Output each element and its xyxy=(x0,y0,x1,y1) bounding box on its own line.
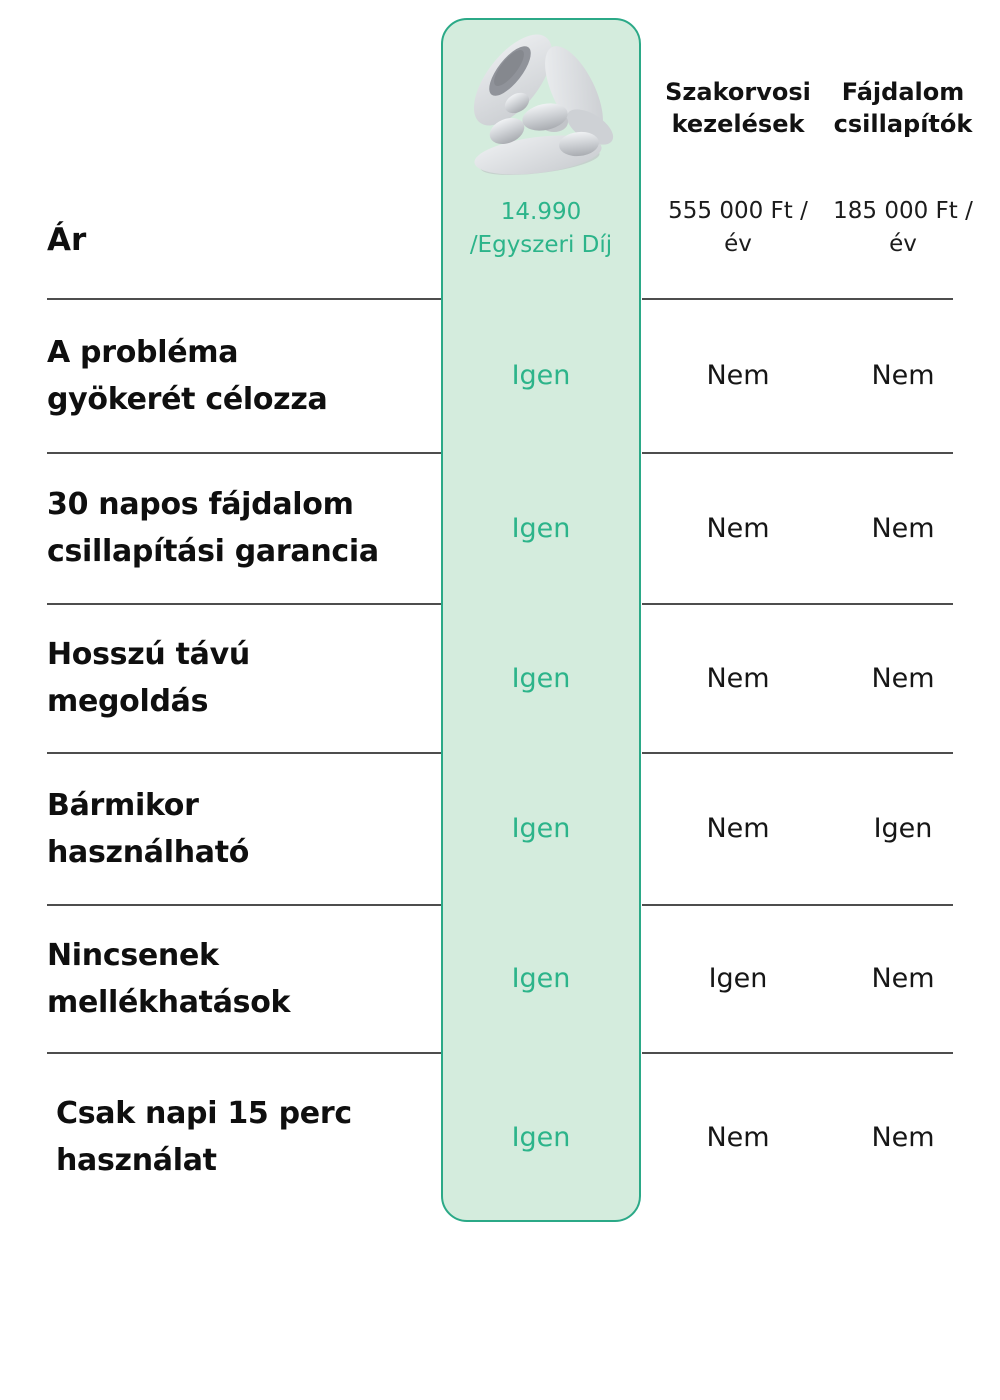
feature-label: Hosszú távú megoldás xyxy=(47,637,250,719)
product-price-amount: 14.990 xyxy=(500,199,582,225)
feature-label: Nincsenek mellékhatások xyxy=(47,937,291,1020)
product-value: Igen xyxy=(511,360,571,391)
product-value: Igen xyxy=(511,1121,571,1153)
specialist-value: Nem xyxy=(706,512,770,544)
painkillers-value: Igen xyxy=(873,813,933,844)
specialist-value: Igen xyxy=(708,963,768,994)
specialist-value: Nem xyxy=(706,662,770,694)
product-value: Igen xyxy=(511,963,571,994)
painkillers-value: Nem xyxy=(871,963,935,994)
feature-label: Csak napi 15 perc használat xyxy=(56,1096,352,1178)
feature-label: A probléma gyökerét célozza xyxy=(47,334,328,417)
neck-massager-product-image xyxy=(466,24,616,189)
painkillers-value: Nem xyxy=(871,1121,935,1153)
specialist-value: Nem xyxy=(706,813,770,844)
specialist-value: Nem xyxy=(706,1121,770,1153)
painkillers-value: Nem xyxy=(871,360,935,391)
column-header-specialist: Szakorvosi kezelések xyxy=(665,78,811,138)
product-price xyxy=(451,196,631,262)
specialist-price: 555 000 Ft / év xyxy=(668,198,808,257)
painkillers-value: Nem xyxy=(871,662,935,694)
product-value: Igen xyxy=(511,813,571,844)
feature-label: 30 napos fájdalom csillapítási garancia xyxy=(47,487,379,569)
painkillers-value: Nem xyxy=(871,512,935,544)
price-row-label: Ár xyxy=(47,222,87,258)
product-value: Igen xyxy=(511,512,571,544)
feature-label: Bármikor használható xyxy=(47,787,250,870)
column-header-painkillers: Fájdalom csillapítók xyxy=(833,78,973,138)
product-price-term: /Egyszeri Díj xyxy=(469,232,613,258)
product-value: Igen xyxy=(511,662,571,694)
painkillers-price: 185 000 Ft / év xyxy=(833,198,973,257)
specialist-value: Nem xyxy=(706,360,770,391)
